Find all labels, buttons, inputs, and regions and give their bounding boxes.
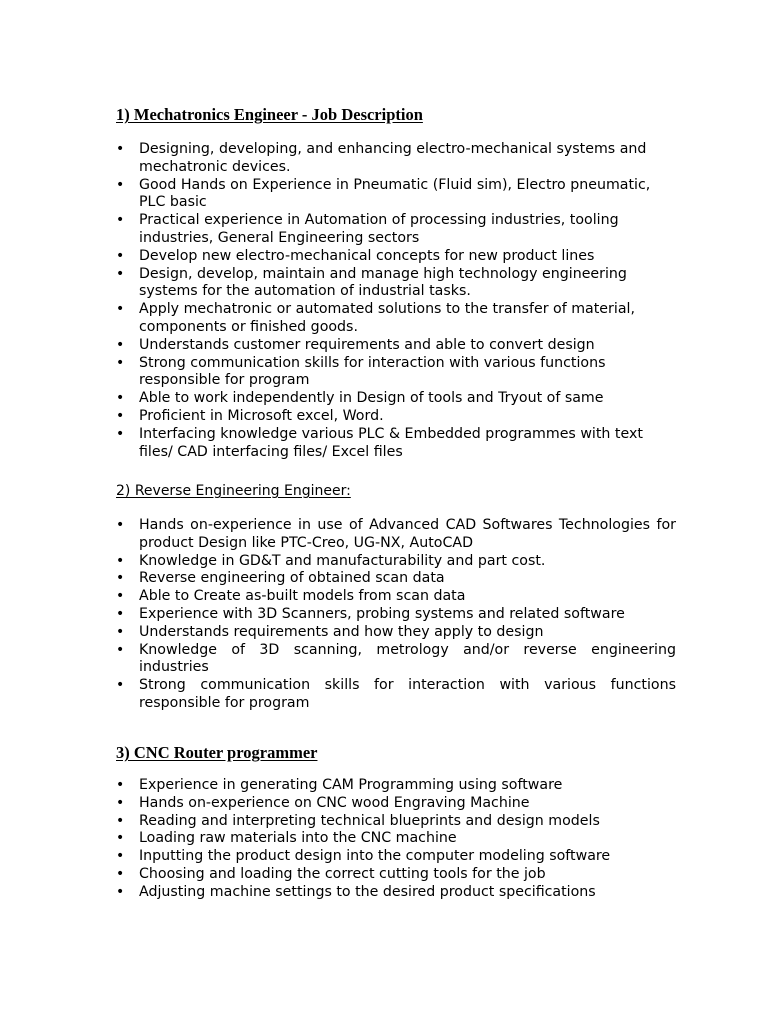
list-item: • Adjusting machine settings to the desired product specifications [116, 884, 676, 902]
list-item: • Understands customer requirements and able to convert design [116, 337, 676, 355]
list-item: • Inputting the product design into the computer modeling software [116, 848, 676, 866]
section-reverse-engineering-engineer [116, 481, 676, 713]
list-item: • Knowledge of 3D scanning, metrology and/or reverse engineering industries [116, 642, 676, 678]
section-cnc-router-programmer [116, 743, 676, 902]
list-item: • Able to work independently in Design of tools and Tryout of same [116, 390, 676, 408]
list-item: • Hands on-experience on CNC wood Engraving Machine [116, 795, 676, 813]
list-item: • Develop new electro-mechanical concepts for new product lines [116, 248, 676, 266]
list-item: • Able to Create as-built models from scan data [116, 588, 676, 606]
list-item: • Interfacing knowledge various PLC & Embedded programmes with text files/ CAD interfacing files/ Excel files [116, 426, 676, 462]
list-item: • Apply mechatronic or automated solutions to the transfer of material, components or finished goods. [116, 301, 676, 337]
section-heading: 3) CNC Router programmer [116, 743, 318, 762]
list-item: • Reading and interpreting technical blueprints and design models [116, 813, 676, 831]
list-item: • Knowledge in GD&T and manufacturability and part cost. [116, 553, 676, 571]
list-item: • Strong communication skills for interaction with various functions responsible for program [116, 677, 676, 713]
list-item: • Reverse engineering of obtained scan data [116, 570, 676, 588]
list-item: • Experience in generating CAM Programming using software [116, 777, 676, 795]
section-mechatronics-engineer [116, 105, 676, 461]
list-item: • Hands on-experience in use of Advanced CAD Softwares Technologies for product Design like PTC-Creo, UG-NX, AutoCAD [116, 517, 676, 553]
list-item: • Loading raw materials into the CNC machine [116, 830, 676, 848]
list-item: • Proficient in Microsoft excel, Word. [116, 408, 676, 426]
list-item: • Experience with 3D Scanners, probing systems and related software [116, 606, 676, 624]
list-item: • Good Hands on Experience in Pneumatic (Fluid sim), Electro pneumatic, PLC basic [116, 177, 676, 213]
section-heading: 1) Mechatronics Engineer - Job Description [116, 105, 423, 124]
list-item: • Design, develop, maintain and manage high technology engineering systems for the automation of industrial tasks. [116, 266, 676, 302]
section-heading: 2) Reverse Engineering Engineer: [116, 483, 351, 499]
bullet-list [116, 141, 676, 461]
bullet-list [116, 517, 676, 713]
list-item: • Designing, developing, and enhancing electro-mechanical systems and mechatronic devices. [116, 141, 676, 177]
list-item: • Choosing and loading the correct cutting tools for the job [116, 866, 676, 884]
list-item: • Practical experience in Automation of processing industries, tooling industries, General Engineering sectors [116, 212, 676, 248]
list-item: • Understands requirements and how they apply to design [116, 624, 676, 642]
list-item: • Strong communication skills for interaction with various functions responsible for program [116, 355, 676, 391]
bullet-list [116, 777, 676, 902]
